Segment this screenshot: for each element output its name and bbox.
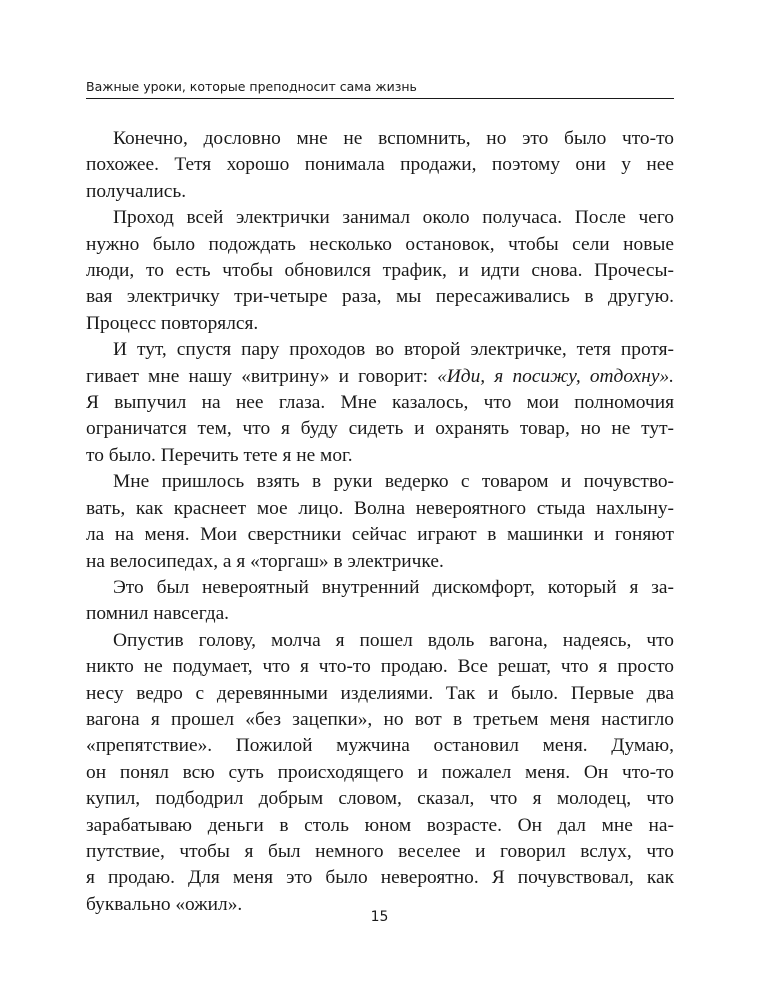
text-line: Процесс повторялся. <box>86 312 259 334</box>
text-line: И тут, спустя пару проходов во второй электричке, тетя протя- <box>113 339 674 361</box>
text-line: на велосипедах, а я «торгаш» в электричке. <box>86 550 444 572</box>
text-line: то было. Перечить тете я не мог. <box>86 444 353 466</box>
paragraph-3 <box>86 337 674 469</box>
text-line: Я выпучил на нее глаза. Мне казалось, что мои полномочия <box>86 392 674 414</box>
paragraph-6 <box>86 628 674 918</box>
text-line: я продаю. Для меня это было невероятно. Я почувствовал, как <box>86 867 674 889</box>
text-line: получались. <box>86 180 187 202</box>
text-line: люди, то есть чтобы обновился трафик, и идти снова. Прочесы- <box>86 260 674 282</box>
text-fragment: гивает мне нашу «витрину» и говорит: <box>86 365 438 387</box>
paragraph-2 <box>86 205 674 337</box>
paragraph-4 <box>86 469 674 575</box>
running-header <box>86 76 674 99</box>
text-line: буквально «ожил». <box>86 893 243 915</box>
quote-italic: «Иди, я посижу, отдохну». <box>437 365 675 387</box>
text-line: путствие, чтобы я был немного веселее и говорил вслух, что <box>86 840 674 862</box>
text-line: купил, подбодрил добрым словом, сказал, что я молодец, что <box>86 788 674 810</box>
text-line: ла на меня. Мои сверстники сейчас играют в машинки и гоняют <box>86 524 674 546</box>
text-line: Конечно, дословно мне не вспомнить, но это было что-то <box>113 128 674 149</box>
text-line: вая электричку три-четыре раза, мы пересаживались в другую. <box>86 286 674 308</box>
text-line: Это был невероятный внутренний дискомфорт, который я за- <box>113 576 674 598</box>
paragraph-5 <box>86 575 674 628</box>
text-line: он понял всю суть происходящего и пожалел меня. Он что-то <box>86 761 674 783</box>
text-line: никто не подумает, что я что-то продаю. Все решат, что я просто <box>86 656 674 678</box>
text-line: вагона я прошел «без зацепки», но вот в третьем меня настигло <box>86 708 674 730</box>
page-number: 15 <box>370 909 389 925</box>
page-body <box>86 126 674 918</box>
text-line: «препятствие». Пожилой мужчина остановил меня. Думаю, <box>86 735 674 757</box>
text-line-with-quote <box>86 364 674 390</box>
text-line: Мне пришлось взять в руки ведерко с товаром и почувство- <box>113 471 674 493</box>
text-line: вать, как краснеет мое лицо. Волна невероятного стыда нахлыну- <box>86 497 674 519</box>
text-line: нужно было подождать несколько остановок, чтобы сели новые <box>86 233 674 255</box>
text-line: несу ведро с деревянными изделиями. Так и было. Первые два <box>86 682 674 704</box>
text-line: зарабатываю деньги в столь юном возрасте. Он дал мне на- <box>86 814 674 836</box>
running-header-title: Важные уроки, которые преподносит сама жизнь <box>86 79 417 94</box>
text-line: Проход всей электрички занимал около получаса. После чего <box>113 207 674 229</box>
text-line: Опустив голову, молча я пошел вдоль вагона, надеясь, что <box>113 629 674 651</box>
text-line: похожее. Тетя хорошо понимала продажи, поэтому они у нее <box>86 154 674 176</box>
paragraph-1 <box>86 126 674 205</box>
text-line: ограничатся тем, что я буду сидеть и охранять товар, но не тут- <box>86 418 674 440</box>
text-line: помнил навсегда. <box>86 603 230 625</box>
